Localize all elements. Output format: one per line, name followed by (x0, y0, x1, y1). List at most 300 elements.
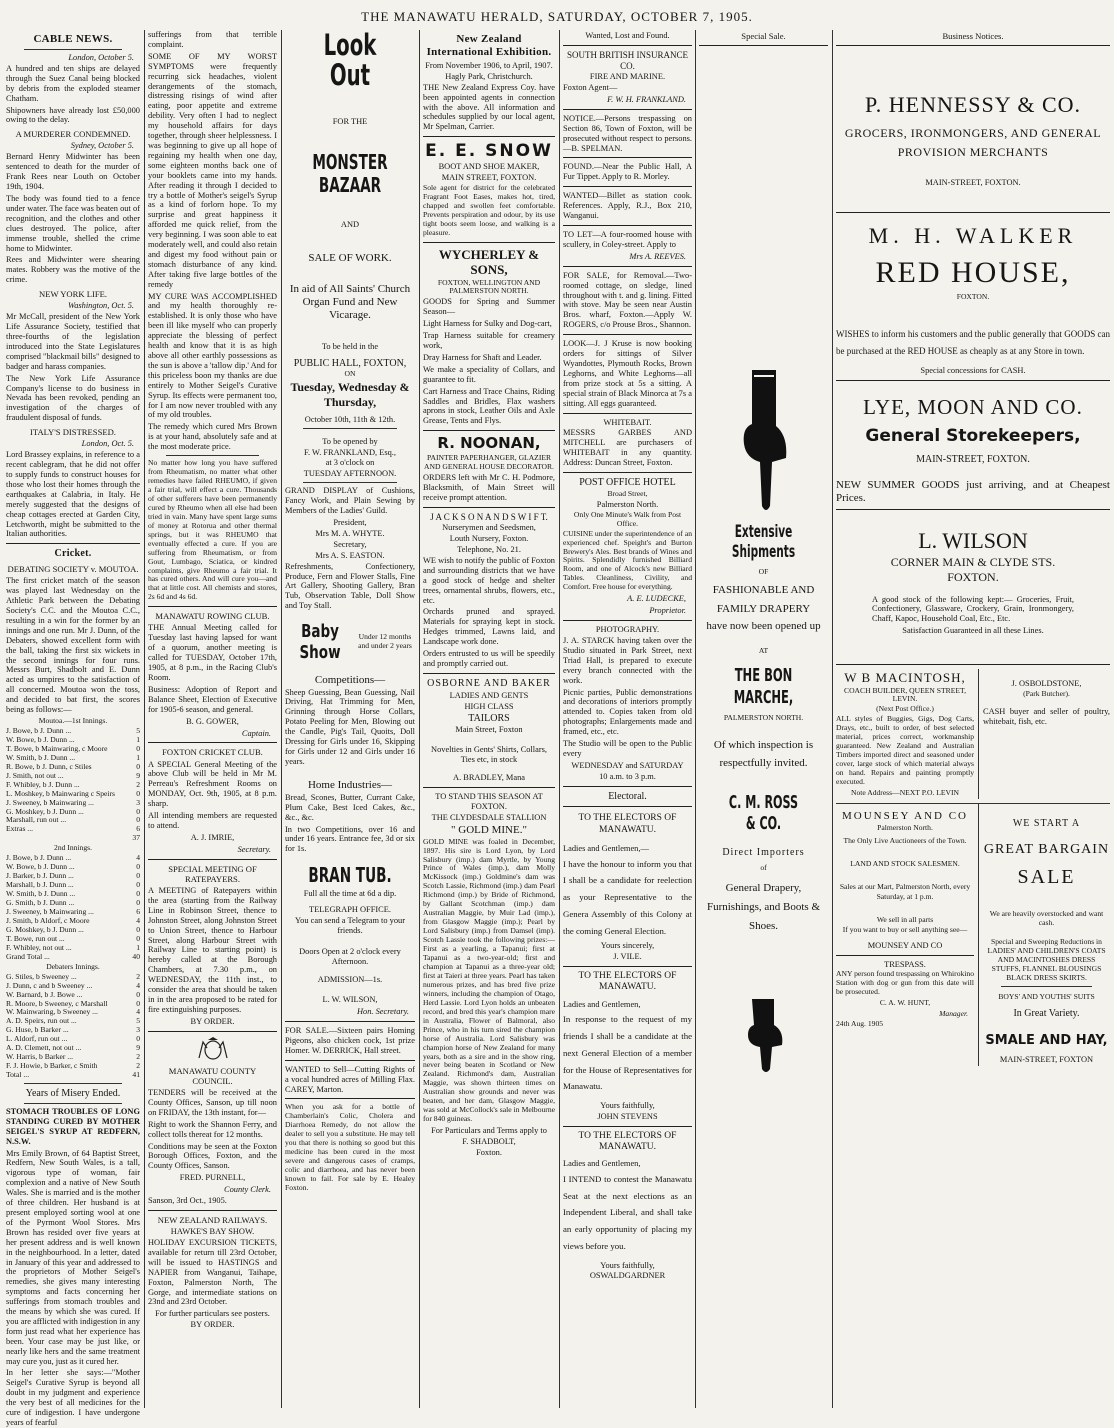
ad-text: PAINTER PAPERHANGER, GLAZIER AND GENERAL HOUSE DECORATOR. (424, 452, 554, 471)
ad-heading: POST OFFICE HOTEL (579, 477, 676, 489)
signature: BY ORDER. (190, 1320, 235, 1330)
mounsey-ad (836, 804, 979, 1066)
score-row: L. Moshkey, b Mainwaring c Speirs 0 (6, 788, 140, 798)
osboldstone-ad (979, 669, 1110, 799)
ad-text: of (760, 863, 767, 873)
score-row: J. Smith, b Aldorf, c Moore 4 (6, 915, 140, 925)
ad-text: MAIN-STREET, FOXTON. (916, 453, 1030, 465)
bazaar-text: Bread, Scones, Butter, Currant Cake, Plum Cake, Best Iced Cakes, &c., &c., &c. (285, 792, 415, 822)
classified-ad: LOOK—J. J Kruse is now booking orders for sittings of Silver Wyandottes, Plymouth Rocks, Brown Leghorns, and White Leghorns—all from prize stock at 5s a sitting. A special strain of Black Minorca at 7s a sitting. All eggs guaranteed. (563, 339, 692, 408)
column-business (836, 30, 1110, 1408)
score-row: G. Moshkey, b J. Dunn ... 0 (6, 924, 140, 934)
ad-text: For Particulars and Terms apply to (431, 1126, 547, 1136)
article-text: Rees and Midwinter were shearing mates. Robbery was the motive of the crime. (6, 255, 140, 285)
royal-crest-icon (193, 1036, 233, 1062)
notice-subheading: HAWKE'S BAY SHOW. (170, 1227, 255, 1237)
ad-text: THE New Zealand Express Coy. have been appointed agents in connection with the above. All information and schedules supplied by our local agent, Mr Spelman, Carrier. (423, 82, 555, 132)
signature: F. SHADBOLT, (462, 1137, 516, 1147)
ad-text: FIRE AND MARINE. (589, 72, 666, 82)
signature-title: County Clerk. (224, 1185, 271, 1195)
score-total: Total ... 41 (6, 1070, 140, 1080)
ad-text: GOODS for Spring and Summer Season— (423, 297, 555, 317)
bazaar-heading: MONSTER BAZAAR (312, 149, 388, 198)
ad-text: We make a speciality of Collars, and guarantee to fit. (423, 364, 555, 384)
article-text: The New York Life Assurance Company's license to do business in Nevada has been revoked, pending an investigation of the charges of fraudulent disposal of funds. (6, 373, 140, 423)
ad-text: We are heavily overstocked and want cash. (989, 908, 1104, 927)
ad-text: Sole agent for district for the celebrated Fragrant Foot Eases, makes hot, tired, chapped and swollen feet comfortable. Prevents perspiration and odour, by its use tight boots seem loose, and walking is a pleasure. (423, 183, 555, 237)
ad-text: GROCERS, IRONMONGERS, AND GENERAL PROVISION MERCHANTS (844, 126, 1102, 160)
ad-text: LADIES AND GENTS (449, 690, 529, 700)
ad-heading: WYCHERLEY & SONS, (438, 246, 540, 278)
ad-text: Light Harness for Sulky and Dog-cart, (423, 319, 552, 329)
ad-heading: OSBORNE AND BAKER (427, 677, 551, 689)
ad-text: The Studio will be open to the Public every (563, 739, 692, 758)
notice-text: For further particulars see posters. (155, 1309, 270, 1319)
dateline: Sydney, October 5. (70, 141, 134, 151)
ad-text: Special and Sweeping Reductions in LADIES' AND CHILDREN'S COATS AND MACINTOSHES DRESS STUFFS, FLANNEL BLOUSINGS BLACK DRESS SKIRTS. (987, 936, 1106, 982)
smale-hay-ad (979, 804, 1110, 1066)
score-row: W. Smith, b J. Dunn ... 0 (6, 889, 140, 899)
ad-heading: R. NOONAN, (437, 434, 541, 453)
ad-text: Main Street, Foxton (455, 725, 523, 735)
ad-text: PALMERSTON NORTH. (723, 712, 804, 722)
ross-heading: C. M. ROSS & CO. (728, 792, 799, 835)
bazaar-heading: TELEGRAPH OFFICE. (309, 904, 391, 914)
article-heading: ITALY'S DISTRESSED. (30, 427, 116, 438)
ad-text: LAND AND STOCK SALESMEN. (850, 858, 960, 868)
ad-text: We sell in all parts (876, 914, 934, 924)
article-heading: NEW YORK LIFE. (38, 289, 108, 300)
signature: B. G. GOWER, (186, 716, 239, 726)
signature-title: Proprietor. (649, 606, 686, 616)
ad-text: Nurserymen and Seedsmen, (442, 523, 536, 533)
ad-text: A. BRADLEY, Mana (453, 773, 525, 783)
score-row: W. Bowe, b J. Dunn ... 1 (6, 734, 140, 744)
innings-heading: Debaters Innings. (46, 961, 100, 971)
ad-text: 10 a.m. to 3 p.m. (599, 771, 656, 781)
ad-text: 24th Aug. 1905 (836, 1019, 884, 1029)
article-text: sufferings from that terrible complaint. (148, 30, 277, 49)
ad-text: Saturday, at 1 p.m. (876, 891, 934, 901)
ad-text: CUISINE under the superintendence of an experienced chef. Speight's and Burton Brewery's Ales. Best brands of Wines and Spirits. Splendidly furnished Billiard Room, and one of Alcock's new Billiard Tables. Cleanliness, Civility, and Comfort. Free house for everything. (563, 528, 692, 592)
ad-text: CASH buyer and seller of poultry, whitebait, fish, etc. (983, 707, 1110, 726)
electoral-text: In response to the request of my friends I shall be a candidate at the next General Election of a member for the House of Representatives for Manawatu. (563, 1014, 692, 1092)
electoral-text: Yours sincerely, (600, 941, 655, 951)
score-row: L. Aldorf, run out ... 0 (6, 1034, 140, 1044)
bazaar-heading: Competitions— (314, 673, 386, 686)
signature: C. A. W. HUNT, (879, 998, 931, 1008)
bazaar-venue: PUBLIC HALL, FOXTON, (293, 357, 407, 369)
bazaar-text: Secretary, (333, 539, 367, 549)
ad-text: From November 1906, to April, 1907. (425, 60, 553, 70)
ad-heading: WHITEBAIT. (603, 417, 652, 427)
electoral-text: I INTEND to contest the Manawatu Seat at the next elections as an Independent Liberal, and shall take an early opportunity of placing my views before you. (563, 1174, 692, 1251)
score-row: Marshall, b J. Dunn ... 0 (6, 880, 140, 890)
electoral-text: Yours faithfully, (600, 1260, 655, 1270)
score-row: R. Bowe, b J. Dunn, c Stiles 0 (6, 761, 140, 771)
ad-text: Novelties in Gents' Shirts, Collars, Ties etc, in stock (431, 745, 547, 765)
score-row: J. Smith, not out ... 9 (6, 770, 140, 780)
ad-text: A good stock of the following kept:— Groceries, Fruit, Confectionery, Glassware, Crockery, Grain, Ironmongery, Chaff, Kapoc, Household Coal, Etc., Etc. (872, 594, 1074, 624)
ad-text: GOLD MINE was foaled in December, 1897. His sire is Lord Lyon, by Lord Salisbury (imp.) dam Myrtle, by Young Prince of Wales (imp.), dam Molly McKissock (imp.) Goldmine's dam was Scotch Lassie, Richmond (imp.) dam Pearl Richmond (imp.) by Bride of Richmond, by Gallant Scotchman (imp.) dam Australian Maggie, by Muir Lad (imp.), from Glasgow Maggie (imp.); Pearl by Lord Salisbury (imp.) from Damsel (imp). Scotch Lassie took the following prizes:—First as a yearling, a Tapanui; first at Tapanui as a two-year-old; first and champion at Tapanui as a three-year old; first at Taieri at three years. Pearl has taken numerous prizes, and has bred five prize winners, including the champion of Otago, Herd Lassie. Lord Lyon holds an unbeaten record, and bred this year's champion mare in Australia, Flower of Balmoral, also Prince, who in his turn sired the champion horse of Australia. Lord Salisbury was champion horse of New Zealand for many years, both as a sire and in the show ring, never being beaten in Scotland or New Zealand. Richmond's dam, Australian Maggie, was shown thirteen times on Australian show grounds and never was beaten, and her dam, Glasgow Maggie, was sold at McCollock's sale in Melbourne for 840 guineas. (423, 836, 555, 1124)
ad-text: NEW SUMMER GOODS just arriving, and at Cheapest Prices. (836, 479, 1110, 505)
notice-text: A SPECIAL General Meeting of the above Club will be held in Mr M. Perreau's Refreshment Rooms on MONDAY, Oct. 9th, 1905, at 8 p.m. sharp. (148, 759, 277, 809)
ad-text: If you want to buy or sell anything see— (842, 924, 968, 934)
electoral-heading: TO THE ELECTORS OF MANAWATU. (578, 813, 677, 835)
ad-text: Palmerston North. (596, 499, 659, 509)
classified-ad: FOR SALE, for Removal.—Two-roomed cottage, on sledge, lined throughout with t. and g. lining. Fitted with stove. May be seen near Austin Bros. wharf, Foxton.—Apply W. ROGERS, c/o Prouse Bros., Shannon. (563, 270, 692, 330)
bazaar-text: To be opened by (322, 436, 378, 446)
walker-heading: M. H. WALKER (868, 223, 1078, 249)
electoral-text: Yours faithfully, (600, 1100, 655, 1110)
score-row: J. Dunn, c and b Sweeney ... 4 (6, 980, 140, 990)
score-row: T. Bowe, run out ... 0 (6, 933, 140, 943)
bazaar-text: Mrs M. A. WHYTE. (315, 528, 385, 538)
signature-title: Manager. (939, 1009, 968, 1019)
score-row: J. Bowe, b J. Dunn ... 5 (6, 725, 140, 735)
score-row: F. Whibley, b J. Dunn ... 2 (6, 779, 140, 789)
signature: J. VILE. (613, 952, 642, 962)
notice-text: A MEETING of Ratepayers within the area (starting from the Railway Line in Robinson Street, thence to Johnston Street, along Johnston Street to Union Street, thence to Harbour Street, along Harbour Street with Railway Line to starting point) is hereby called at the Borough Chambers, at 7.30 p.m., on WEDNESDAY, the 11th inst., to consider the area that should be taken in in the area proposed to be rated for fire extinguishing purposes. (148, 886, 277, 1014)
baby-show (285, 621, 415, 663)
section-title: CABLE NEWS. (33, 33, 113, 45)
classified-ad: Mrs A. REEVES. (629, 251, 686, 261)
signature-title: Foxton. (476, 1147, 502, 1157)
ad-text: In Great Variety. (1013, 1007, 1080, 1019)
ad-text: Satisfaction Guaranteed in all these Lines. (902, 626, 1044, 636)
signature: FRED. PURNELL, (179, 1173, 246, 1183)
ad-text: TAILORS (468, 712, 510, 724)
dateline: London, Oct. 5. (81, 439, 134, 449)
column-cable-news (6, 30, 140, 1427)
ad-text: Special concessions for CASH. (920, 365, 1026, 375)
notice-heading: MANAWATU ROWING CLUB. (155, 611, 270, 622)
ad-heading: J. OSBOLDSTONE, (1011, 679, 1082, 689)
ad-heading: MOUNSEY AND CO (842, 809, 968, 822)
ad-text: (Park Butcher). (1023, 689, 1070, 699)
electoral-text: Ladies and Gentlemen,— (563, 843, 649, 853)
bazaar-text: Mrs A. S. EASTON. (315, 550, 385, 560)
bazaar-text: In aid of All Saints' Church Organ Fund and New Vicarage. (289, 282, 411, 321)
bazaar-text: TUESDAY AFTERNOON. (303, 469, 397, 479)
signature: A. E. LUDECKE, (627, 594, 686, 604)
article-text: Mr McCall, president of the New York Life Assurance Society, testified that three-fourths of the legislation introduced into the State Legislatures comprised "blackmail bills" designed to badger and harass companies. (6, 312, 140, 371)
notice-text: HOLIDAY EXCURSION TICKETS, available for return till 23rd October, will be issued to HASTINGS and NAPIER from Wanganui, Taihape, Foxton, Palmerston North, The Gorge, and intermediate stations on 23nd and 23rd October. (148, 1237, 277, 1307)
ad-text: HIGH CLASS (464, 701, 514, 711)
article-text: The first cricket match of the season was played last Wednesday on the Athletic Park between the Debating Society's C.C. and the Moutoa C.C., resulting in a win for the former by an innings and one run. Mr J. Dunn, of the Debaters, showed excellent form with the ball, taking the first six wickets in the second innings for four runs. Messrs Burt, Shadbolt and E. Dunn acted as umpires to the satisfaction of all concerned. Moutoa won the toss, and decided to bat first, the scores being as follows:— (6, 576, 140, 715)
score-row: W. Barnard, b J. Bowe ... 0 (6, 989, 140, 999)
ad-text: MAIN-STREET, FOXTON. (925, 178, 1021, 188)
ad-text: Trap Harness suitable for creamery work, (423, 331, 555, 351)
classified-ad: NOTICE.—Persons trespassing on Section 86, Town of Foxton, will be prosecuted without respect to persons.—B. SPELMAN. (563, 113, 692, 153)
notice-text: Conditions may be seen at the Foxton Borough Offices, Foxton, and the County Offices, Sanson. (148, 1141, 277, 1171)
notice-heading: SPECIAL MEETING OF RATEPAYERS. (168, 863, 257, 884)
score-row: W. Bowe, b J. Dunn ... 0 (6, 862, 140, 872)
column-bazaar (285, 30, 415, 1408)
ad-heading: SALE (1017, 866, 1076, 889)
notice-text: All intending members are requested to attend. (148, 811, 277, 830)
score-table-1 (6, 727, 140, 843)
ad-heading: SOUTH BRITISH INSURANCE CO. (566, 49, 688, 71)
ad-text: WEDNESDAY and SATURDAY (571, 760, 684, 770)
ad-heading: E. E. SNOW (425, 141, 553, 162)
ad-heading: " GOLD MINE." (451, 823, 527, 836)
section-title: Wanted, Lost and Found. (585, 31, 670, 40)
ad-text: Orders entrusted to us will be speedily and promptly carried out. (423, 649, 555, 668)
ad-text: ORDERS left with Mr C. H. Podmore, Blacksmith, of Main Street will receive prompt attention. (423, 472, 555, 502)
score-row: A. D. Clemett, not out ... 9 (6, 1043, 140, 1053)
score-table-2 (6, 854, 140, 961)
ad-text: Only One Minute's Walk from Post Office. (573, 509, 682, 528)
innings-heading: 2nd Innings. (54, 843, 92, 853)
bazaar-text: You can send a Telegram to your friends. (294, 915, 406, 935)
ad-heading: PHOTOGRAPHY. (595, 625, 660, 635)
notice-heading: NEW ZEALAND RAILWAYS. (157, 1214, 268, 1225)
ad-text: FOXTON, WELLINGTON AND PALMERSTON NORTH. (437, 277, 541, 296)
electoral-heading: TO THE ELECTORS OF MANAWATU. (578, 1130, 677, 1152)
article-heading: A MURDERER CONDEMNED. (15, 129, 131, 140)
ad-text: BOYS' AND YOUTHS' SUITS (998, 991, 1095, 1001)
ad-heading: TRESPASS. (884, 959, 926, 969)
classified-ad: WANTED—Billet as station cook. References. Apply, R.J., Box 210, Wanganui. (563, 191, 692, 221)
pointing-hand-down-icon (742, 995, 786, 1075)
notice-heading: MANAWATU COUNTY COUNCIL. (168, 1065, 257, 1086)
ad-text: Direct Importers (722, 846, 805, 858)
column-2 (148, 30, 277, 1408)
bazaar-heading: Home Industries— (307, 778, 392, 791)
signature: BY ORDER. (190, 1016, 235, 1026)
ad-text: General Drapery, Furnishings, and Boots & Shoes. (706, 882, 821, 932)
section-title: Special Sale. (741, 31, 786, 41)
ad-text: ALL styles of Buggies, Gigs, Dog Carts, Drays, etc., built to order, of best selected material, prices correct, workmanship guaranteed. New Zealand and Australian Timbers imported direct and seasoned under cover, large stock of which material always on hand. Repairs and painting promptly executed. (836, 714, 974, 787)
article-heading: Years of Misery Ended. (25, 1088, 121, 1100)
column-rule (144, 30, 145, 1408)
ad-text: FOXTON. (956, 291, 990, 301)
bazaar-heading: SALE OF WORK. (308, 251, 392, 264)
ad-text: Foxton Agent— (563, 83, 618, 93)
bazaar-text: To be held in the (321, 341, 379, 351)
article-text: Shipowners have already lost £50,000 owing to the delay. (6, 105, 140, 125)
classified-ad: WANTED to Sell—Cutting Rights of a vocal hundred acres of Milling Flax. CAREY, Marton. (285, 1064, 415, 1094)
ad-text: WE wish to notify the public of Foxton and surrounding districts that we have a good stock of hedge and shelter trees, ornamental shrubs, flowers, etc., etc. (423, 555, 555, 605)
classified-ad: When you ask for a bottle of Chamberlain's Colic, Cholera and Diarrhoea Remedy, do not allow the dealer to sell you a substitute. He may tell you that there is nothing so good but this medicine has been cured in the most severe and dangerous cases of cramps, colic and diarrhoea, and has never been known to fail. For sale by E. Healey Foxton. (285, 1102, 415, 1192)
column-rule (695, 30, 696, 1408)
column-rule (281, 30, 282, 1408)
score-row: J. Sweeney, b Mainwaring ... 6 (6, 907, 140, 916)
article-text: MY CURE WAS ACCOMPLISHED and my health thoroughly re-established. It is only those who have been ill like myself who can properly appreciate the blessing of perfect health and know that it is as high above all other earthly possessions as the sun is above a 'tallow dip.' And for this priceless boon my thanks are due entirely to Mother Seigel's Curative Syrup. Its effects were permanent too, for I am now never troubled with any of my old troubles. (148, 291, 277, 420)
ad-text: WE START A (1012, 817, 1081, 829)
article-subheading: STOMACH TROUBLES OF LONG STANDING CURED BY MOTHER SEIGEL'S SYRUP AT REDFERN, N.S.W. (6, 1106, 140, 1146)
article-text: In her letter she says:—"Mother Seigel's Curative Syrup is beyond all doubt in my judgment and experience the very best of all medicines for the cure of indigestion. I have undergone years of fearful (6, 1368, 140, 1427)
score-row: J. Sweeney, b Mainwaring ... 3 (6, 797, 140, 807)
score-table-3 (6, 973, 140, 1080)
bazaar-text: ADMISSION—1s. (317, 975, 383, 985)
article-text: Lord Brassey explains, in reference to a recent cablegram, that he did not offer to supply funds to construct houses for those who lost their homes through the earthquakes at Calabria, in Italy. He merely suggested that the designs of cheap cottages erected at Garden City, Letchworth, might be submitted to the Italian authorities. (6, 450, 140, 539)
score-row: Marshall, run out ... 0 (6, 815, 140, 825)
bazaar-text: FOR THE (332, 116, 368, 126)
signature-title: Hon. Secretary. (356, 1007, 409, 1017)
ad-text: The Only Live Auctioneers of the Town. (843, 835, 967, 845)
signature: JOHN STEVENS (597, 1111, 658, 1121)
score-row: G. Stiles, b Sweeney ... 2 (6, 971, 140, 981)
bazaar-text: President, (333, 517, 367, 527)
score-total: 37 (132, 833, 140, 843)
score-row: R. Moore, b Sweeney, c Marshall 0 (6, 998, 140, 1008)
ad-text: Hagly Park, Christchurch. (445, 71, 533, 81)
ad-text: Note Address—NEXT P.O. LEVIN (850, 788, 960, 798)
article-heading: DEBATING SOCIETY v. MOUTOA. (7, 564, 139, 575)
classified-ad: FOR SALE.—Sixteen pairs Homing Pigeons, also chicken cock, 1st prize Homer. W. DERRICK, Hall street. (285, 1025, 415, 1055)
article-text: The body was found tied to a fence under water. The face was beaten out of recognition, and the clothes and other clues destroyed. The police, after immense trouble, shelled the crime home to Midwinter. (6, 193, 140, 253)
electoral-heading: TO THE ELECTORS OF MANAWATU. (578, 971, 677, 993)
hennessy-heading: P. HENNESSY & CO. (864, 92, 1082, 118)
business-row-2 (836, 803, 1110, 1066)
ad-heading: New Zealand International Exhibition. (426, 33, 552, 58)
ad-text: General Storekeepers, (865, 425, 1081, 446)
article-text: A hundred and ten ships are delayed through the Suez Canal being blocked by debris from the exploded steamer Chatham. (6, 63, 140, 103)
section-title: Electoral. (608, 790, 647, 802)
section-title: Cricket. (54, 548, 92, 560)
electoral-text: Ladies and Gentlemen, (563, 999, 641, 1009)
score-row: W. Smith, b J. Dunn ... 1 (6, 752, 140, 762)
ad-text: Cart Harness and Trace Chains, Riding Saddles and Bridles, Flax washers aprons in stock, Leather Oils and Axle Grease, Tents and Flys. (423, 386, 555, 426)
innings-heading: Moutoa.—1st Innings. (38, 715, 108, 725)
score-row: F. J. Howie, b Barker, c Smith 2 (6, 1061, 140, 1071)
column-rule (832, 30, 833, 1408)
bazaar-text: Sheep Guessing, Bean Guessing, Nail Driving, Hat Trimming for Men, Grinning through Horse Collars, Potato Peeling for Men, Blowing out the Candle, Pig's Tail, Quoits, Doll Dressing for Girls under 16, Skipping for Girls under 12 and Girls under 16 years. (285, 687, 415, 766)
score-row: T. Bowe, b Mainwaring, c Moore 0 (6, 743, 140, 753)
column-special-sale (699, 30, 828, 1408)
bazaar-text: at 3 o'clock on (325, 458, 375, 468)
ad-text: Sales at our Mart, Palmerston North, every (839, 881, 971, 891)
ad-text: FASHIONABLE AND FAMILY DRAPERY (712, 584, 815, 615)
ad-heading: SMALE AND HAY, (985, 1033, 1108, 1049)
score-total: Grand Total ... 40 (6, 951, 140, 961)
ad-text: COACH BUILDER, QUEEN STREET, LEVIN. (844, 685, 966, 704)
ad-text: AT (758, 645, 769, 655)
bazaar-dates: October 10th, 11th & 12th. (304, 414, 396, 424)
dateline: London, October 5. (68, 52, 134, 62)
ad-text: Of which inspection is respectfully invited. (713, 738, 814, 769)
column-4 (423, 30, 555, 1408)
ad-text: Broad Street, (607, 488, 648, 498)
bazaar-text: AND (340, 219, 360, 229)
shipments-heading: Extensive Shipments (731, 522, 796, 563)
ad-text: Picnic parties, Public demonstrations and decorations of interiors promptly attended to. Copies taken from old photographs; Enlargements made and framed, etc., etc. (563, 687, 692, 737)
bazaar-opener: F. W. FRANKLAND, Esq., (304, 447, 396, 457)
score-row: W. Mainwaring, b Sweeney ... 4 (6, 1007, 140, 1017)
pointing-hand-down-icon (732, 366, 796, 516)
ad-text: OF (758, 567, 769, 577)
signature: L. W. WILSON, (322, 995, 378, 1005)
bazaar-heading: BRAN TUB. (308, 863, 392, 888)
score-row: J. Bowe, b J. Dunn ... 4 (6, 853, 140, 863)
article-text: Mrs Emily Brown, of 64 Baptist Street, Redfern, New South Wales, is a tall, vigorous type of woman, fair complexion and a native of New South Wales. She is married and is the mother of three children. Her husband is at present employed sorting wool at one of the Pyrmont Wool Stores. Mrs Brown has resided over five years at her present address and is well known in the neighbourhood. In a letter, dated in January of this year and addressed to the proprietors of Mother Seigel's remedies, she gives many interesting symptoms and facts concerning her sufferings from stomach troubles and the means by which she was cured. If you are afflicted with indigestion in any form just read what her experience has been. Your case may be just like, or nearly like hers and the same treatment may cure you, just as it cured her. (6, 1148, 140, 1366)
notice-heading: FOXTON CRICKET CLUB. (162, 747, 263, 758)
column-5 (563, 30, 692, 1408)
bazaar-text: ON (344, 369, 356, 379)
column-rule (419, 30, 420, 1408)
ad-text: CORNER MAIN & CLYDE STS. (890, 555, 1056, 570)
notice-text: Right to work the Shannon Ferry, and collect tolls thereat for 12 months. (148, 1119, 277, 1139)
bazaar-text: Doors Open at 2 o'clock every Afternoon. (299, 947, 401, 967)
ad-text: WISHES to inform his customers and the public generally that GOODS can be purchased at the RED HOUSE as cheaply as at any Store in town. (836, 328, 1110, 356)
ad-text: Palmerston North. (877, 822, 933, 832)
ad-text: have now been opened up (706, 619, 821, 632)
ad-heading: GREAT BARGAIN (983, 841, 1110, 857)
baby-show-note: Under 12 months and under 2 years (358, 632, 412, 651)
notice-text: THE Annual Meeting called for Tuesday last having lapsed for want of a quorum, another meeting is called for TUESDAY, October 17th, 1905, at 8 p.m., in the Racing Club's Room. (148, 623, 277, 682)
notice-text: Business: Adoption of Report and Balance Sheet, Election of Executive for 1905-6 season, and general. (148, 684, 277, 714)
score-row: A. D. Speirs, run out ... 5 (6, 1016, 140, 1026)
ad-text: BOOT AND SHOE MAKER, (438, 162, 540, 172)
bazaar-days: Tuesday, Wednesday & Thursday, (290, 380, 410, 409)
electoral-text: I have the honour to inform you that I shall be a candidate for reelection as your Representative to the Genera Assembly of this Colony at the coming General Election. (563, 858, 692, 936)
bazaar-title: Look Out (323, 28, 377, 93)
score-row: F. Whibley, not out ... 1 (6, 942, 140, 952)
signature: MOUNSEY AND CO (867, 940, 943, 950)
classified-ad: TO LET—A four-roomed house with scullery, in Coley-street. Apply to (563, 230, 692, 249)
score-row: G. Huse, b Barker ... 3 (6, 1025, 140, 1035)
ad-text: (Next Post Office.) (876, 704, 934, 714)
ad-text: F. W. H. FRANKLAND. (607, 94, 686, 104)
section-title: Business Notices. (942, 31, 1004, 41)
signature-title: Captain. (241, 728, 271, 738)
column-rule (559, 30, 560, 1408)
notice-text: TENDERS will be received at the County Offices, Sanson, up till noon on FRIDAY, the 13th instant, for— (148, 1087, 277, 1117)
wilson-heading: L. WILSON (918, 528, 1028, 554)
ad-text: THE CLYDESDALE STALLION (431, 812, 547, 822)
business-row-1 (836, 669, 1110, 799)
score-row: J. Barker, b J. Dunn ... 0 (6, 871, 140, 881)
bazaar-text: In two Competitions, over 16 and under 16 years. Entrance fee, 3d or six for 1s. (285, 824, 415, 854)
signature: A. J. IMRIE, (190, 832, 235, 842)
red-house-heading: RED HOUSE, (875, 256, 1071, 290)
ad-text: FOXTON. (947, 570, 999, 585)
masthead: THE MANAWATU HERALD, SATURDAY, OCTOBER 7, 1905. (361, 9, 753, 24)
ad-text: ANY person found trespassing on Whirokino Station with dog or gun from this date will be prosecuted. (836, 969, 974, 997)
ad-text: J. A. STARCK having taken over the Studio situated in Park Street, next Triad Hall, is prepared to execute every branch connected with the work. (563, 635, 692, 685)
ad-text: Telephone, No. 21. (457, 545, 521, 555)
signature-title: Secretary. (237, 844, 271, 854)
bazaar-text: Refreshments, Confectionery, Produce, Fern and Flower Stalls, Fine Art Gallery, Shooting Gallery, Bran Tub, Observation Table, Doll Show and Toy Stall. (285, 561, 415, 611)
score-row: W. Harris, b Barker ... 2 (6, 1052, 140, 1062)
article-text: SOME OF MY WORST SYMPTOMS were frequently recurring sick headaches, violent derangements of the stomach, distressing risings of wind after eating, poor appetite and extreme debility. Very often I had to neglect my household affairs for days together, through sheer helplessness. I was beginning to give up all hope of regaining my health when one day, some eighteen months back one of your booklets came into my hands. After reading it through I decided to try a bottle of Mother's seigel's Syrup as a kind of forlorn hope. To my surprise and great happiness it afforded me quick relief, from the very beginning. I was soon able to eat moderately well, and could also retain and digest my food without pain or stomach disturbance of any kind. After taking five large bottles of the remedy (148, 51, 277, 289)
ad-text: Louth Nursery, Foxton. (449, 534, 529, 544)
lye-moon-heading: LYE, MOON AND CO. (863, 394, 1083, 419)
score-row: Extras ... 6 (6, 824, 140, 834)
rheumo-ad: No matter how long you have suffered from Rheumatism, no matter what other remedies have failed RHEUMO, if given a fair trial, will effect a cure. Thousands of other sufferers have been permanently cured by Rheumo when all else had been tried in vain. Many have spent large sums of money at Rotorua and other thermal springs, but it was RHEUMO that eventually effected a cure. If you are suffering from Rheumatism, or from Gout, Lumbago, Sciatica, or kindred complaints, give Rheumo a fair trial. It has cured others. And will cure you—and that at little cost. All chemists and stores, 2s 6d and 4s 6d. (148, 458, 277, 602)
article-text: The remedy which cured Mrs Brown is at your hand, absolutely safe and at the most moderate price. (148, 422, 277, 452)
dateline: Washington, Oct. 5. (68, 301, 134, 311)
ad-heading: W B MACINTOSH, (844, 670, 966, 686)
ad-heading: TO STAND THIS SEASON AT FOXTON. (435, 791, 543, 811)
ad-text: MAIN-STREET, FOXTON (999, 1054, 1094, 1064)
score-row: G. Smith, b J. Dunn ... 0 (6, 898, 140, 908)
bon-marche-heading: THE BON MARCHE, (733, 665, 794, 708)
article-text: Bernard Henry Midwinter has been sentenced to death for the murder of Frank Rees near Louth on October 19th, 1904. (6, 152, 140, 192)
ad-text: MAIN STREET, FOXTON. (441, 173, 537, 183)
ad-heading: J A C K S O N A N D S W I F T. (430, 511, 548, 522)
score-row: G. Moshkey, b J. Dunn ... 0 (6, 806, 140, 816)
electoral-text: Ladies and Gentlemen, (563, 1159, 641, 1169)
bazaar-text: GRAND DISPLAY of Cushions, Fancy Work, and Plain Sewing by Members of the Ladies' Guild. (285, 486, 415, 516)
notice-date: Sanson, 3rd Oct., 1905. (148, 1196, 227, 1206)
ad-text: MESSRS GARBES AND MITCHELL are purchasers of WHITEBAIT in any quantity. Address: Duncan Street, Foxton. (563, 428, 692, 468)
classified-ad: FOUND.—Near the Public Hall, A Fur Tippet. Apply to R. Morley. (563, 162, 692, 182)
ad-text: Dray Harness for Shaft and Leader. (423, 352, 542, 362)
signature: OSWALDGARDNER (589, 1271, 666, 1281)
